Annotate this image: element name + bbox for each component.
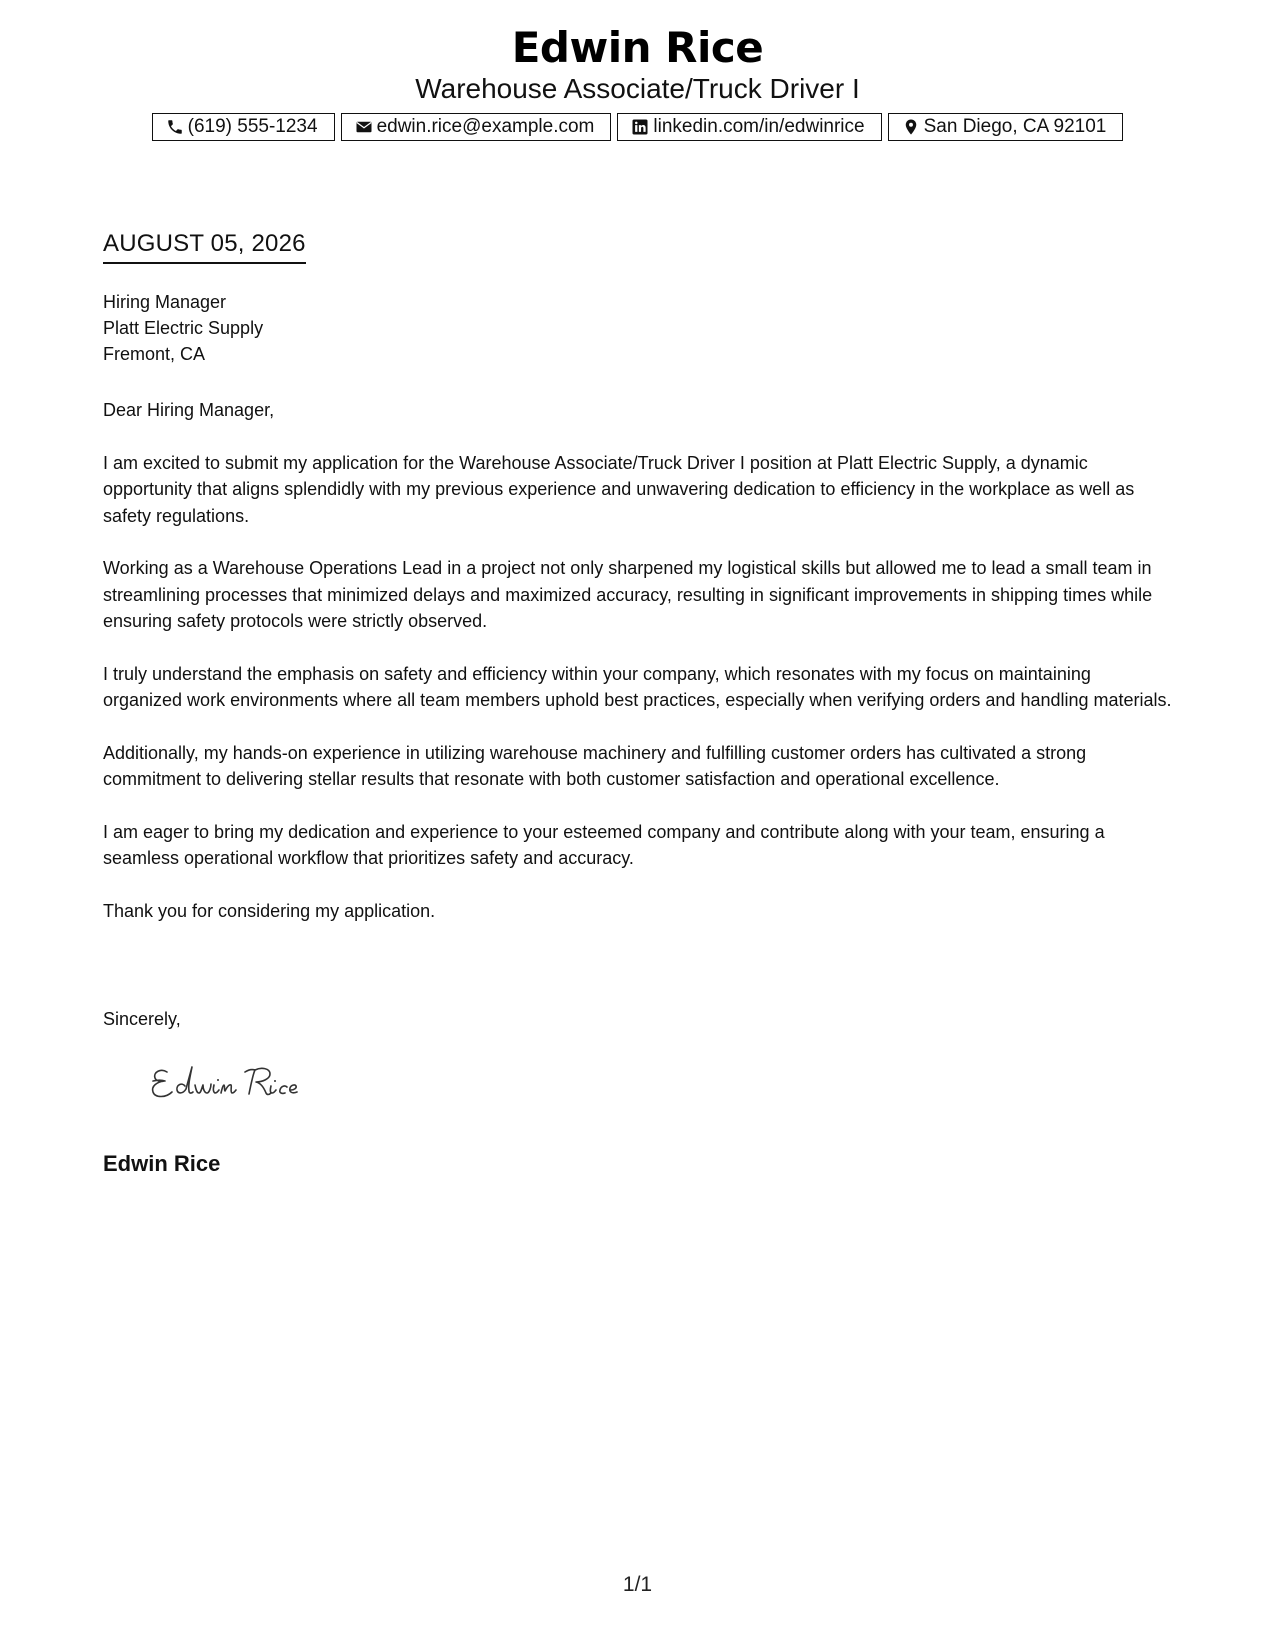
- recipient-block: [103, 289, 263, 367]
- body-paragraph: Thank you for considering my application.: [103, 900, 436, 921]
- contact-phone-text: (619) 555-1234: [187, 116, 318, 137]
- contact-bar: [0, 113, 1275, 141]
- signer-name: Edwin Rice: [103, 1151, 221, 1176]
- contact-linkedin-text: linkedin.com/in/edwinrice: [653, 116, 865, 137]
- phone-icon: [165, 117, 185, 137]
- contact-location-text: San Diego, CA 92101: [923, 116, 1107, 137]
- body-paragraph: I am eager to bring my dedication and experience to your esteemed company and contribute along with your team, ensuring a seamless operational workflow that prioritizes safety and accuracy.: [103, 821, 1105, 868]
- body-paragraph: I truly understand the emphasis on safety and efficiency within your company, which resonates with my focus on maintaining organized work environments where all team members uphold best practices, especially when verifying orders and handling materials.: [103, 663, 1172, 710]
- body-paragraph: I am excited to submit my application for the Warehouse Associate/Truck Driver I position at Platt Electric Supply, a dynamic opportunity that aligns splendidly with my previous experience and unwavering dedication to efficiency in the workplace as well as safety regulations.: [103, 452, 1135, 526]
- recipient-company: Platt Electric Supply: [103, 318, 264, 338]
- linkedin-icon: [630, 117, 650, 137]
- contact-email-text: edwin.rice@example.com: [376, 116, 595, 137]
- envelope-icon: [354, 117, 374, 137]
- recipient-title: Hiring Manager: [103, 292, 227, 312]
- body-paragraph: Additionally, my hands-on experience in utilizing warehouse machinery and fulfilling customer orders has cultivated a strong commitment to delivering stellar results that resonate with both customer satisfaction and operational excellence.: [103, 742, 1087, 789]
- body-paragraph: Working as a Warehouse Operations Lead in a project not only sharpened my logistical skills but allowed me to lead a small team in streamlining processes that minimized delays and maximized accuracy, resulting in significant improvements in shipping times while ensuring safety protocols were strictly observed.: [103, 558, 1153, 631]
- closing: Sincerely,: [103, 1009, 181, 1029]
- recipient-location: Fremont, CA: [103, 344, 206, 364]
- map-pin-icon: [901, 117, 921, 137]
- applicant-job-title: Warehouse Associate/Truck Driver I: [415, 73, 860, 104]
- letter-date: AUGUST 05, 2026: [103, 228, 306, 264]
- contact-linkedin[interactable]: [617, 113, 881, 141]
- letter-header: [0, 22, 1275, 106]
- applicant-name: Edwin Rice: [511, 23, 764, 72]
- salutation: Dear Hiring Manager,: [103, 400, 275, 420]
- page-number: 1/1: [622, 1573, 653, 1596]
- letter-body: [103, 397, 1173, 950]
- handwritten-signature: [145, 1058, 325, 1110]
- contact-email[interactable]: [341, 113, 612, 141]
- contact-location: [888, 113, 1124, 141]
- contact-phone[interactable]: [152, 113, 335, 141]
